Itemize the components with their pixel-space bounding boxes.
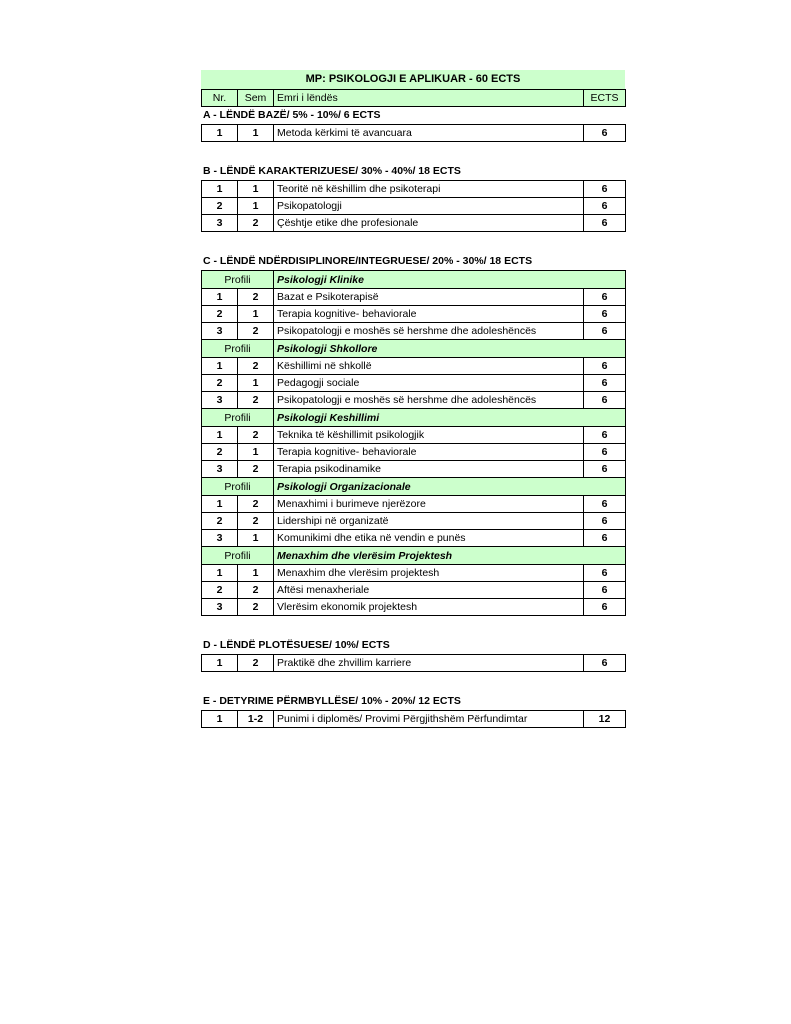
row-ects: 6 — [584, 181, 626, 198]
profile-label: Profili — [202, 547, 274, 565]
section-b-table — [201, 180, 626, 232]
profile-label: Profili — [202, 340, 274, 358]
curriculum-document — [201, 70, 625, 728]
row-nr: 3 — [202, 323, 238, 340]
row-name: Lidershipi në organizatë — [274, 513, 584, 530]
row-nr: 1 — [202, 496, 238, 513]
row-sem: 2 — [238, 599, 274, 616]
row-name: Aftësi menaxheriale — [274, 582, 584, 599]
table-row — [202, 125, 626, 142]
row-ects: 6 — [584, 530, 626, 547]
profile-row-klinike — [202, 271, 626, 289]
row-sem: 2 — [238, 358, 274, 375]
row-name: Psikopatologji e moshës së hershme dhe adoleshëncës — [274, 323, 584, 340]
section-a-table — [201, 124, 626, 142]
row-ects: 6 — [584, 306, 626, 323]
profile-name: Psikologji Organizacionale — [274, 478, 626, 496]
row-name: Terapia kognitive- behaviorale — [274, 306, 584, 323]
table-row — [202, 655, 626, 672]
row-name: Praktikë dhe zhvillim karriere — [274, 655, 584, 672]
row-sem: 2 — [238, 215, 274, 232]
row-nr: 2 — [202, 582, 238, 599]
row-name: Menaxhim dhe vlerësim projektesh — [274, 565, 584, 582]
row-name: Psikopatologji — [274, 198, 584, 215]
row-ects: 6 — [584, 323, 626, 340]
row-nr: 3 — [202, 530, 238, 547]
row-name: Menaxhimi i burimeve njerëzore — [274, 496, 584, 513]
table-row — [202, 513, 626, 530]
row-ects: 6 — [584, 215, 626, 232]
profile-name: Psikologji Keshillimi — [274, 409, 626, 427]
row-name: Terapia psikodinamike — [274, 461, 584, 478]
table-row — [202, 181, 626, 198]
row-sem: 1 — [238, 198, 274, 215]
row-nr: 2 — [202, 444, 238, 461]
profile-name: Menaxhim dhe vlerësim Projektesh — [274, 547, 626, 565]
header-name: Emri i lëndës — [274, 90, 584, 107]
row-nr: 1 — [202, 655, 238, 672]
header-table — [201, 89, 626, 107]
row-sem: 2 — [238, 392, 274, 409]
table-row — [202, 215, 626, 232]
profile-row-keshillimi — [202, 409, 626, 427]
row-nr: 3 — [202, 392, 238, 409]
row-nr: 1 — [202, 565, 238, 582]
row-ects: 6 — [584, 444, 626, 461]
row-nr: 2 — [202, 513, 238, 530]
row-ects: 6 — [584, 125, 626, 142]
row-name: Teknika të këshillimit psikologjik — [274, 427, 584, 444]
header-ects: ECTS — [584, 90, 626, 107]
row-nr: 3 — [202, 461, 238, 478]
row-sem: 2 — [238, 496, 274, 513]
header-nr: Nr. — [202, 90, 238, 107]
row-ects: 6 — [584, 427, 626, 444]
row-ects: 12 — [584, 711, 626, 728]
row-sem: 1 — [238, 530, 274, 547]
section-a-title: A - LËNDË BAZË/ 5% - 10%/ 6 ECTS — [203, 109, 381, 121]
profile-label: Profili — [202, 409, 274, 427]
profile-row-organizacionale — [202, 478, 626, 496]
section-e-table — [201, 710, 626, 728]
table-row — [202, 565, 626, 582]
row-name: Pedagogji sociale — [274, 375, 584, 392]
table-row — [202, 530, 626, 547]
row-nr: 1 — [202, 711, 238, 728]
row-name: Vlerësim ekonomik projektesh — [274, 599, 584, 616]
row-name: Metoda kërkimi të avancuara — [274, 125, 584, 142]
profile-label: Profili — [202, 478, 274, 496]
profile-name: Psikologji Klinike — [274, 271, 626, 289]
row-ects: 6 — [584, 198, 626, 215]
table-row — [202, 323, 626, 340]
table-row — [202, 289, 626, 306]
table-row — [202, 461, 626, 478]
row-sem: 2 — [238, 427, 274, 444]
table-row — [202, 599, 626, 616]
table-row — [202, 375, 626, 392]
table-row — [202, 392, 626, 409]
row-nr: 2 — [202, 198, 238, 215]
table-row — [202, 444, 626, 461]
row-name: Teoritë në këshillim dhe psikoterapi — [274, 181, 584, 198]
row-sem: 2 — [238, 323, 274, 340]
row-nr: 2 — [202, 375, 238, 392]
row-sem: 1 — [238, 444, 274, 461]
row-sem: 2 — [238, 289, 274, 306]
section-c-title: C - LËNDË NDËRDISIPLINORE/INTEGRUESE/ 20% - 30%/ 18 ECTS — [203, 255, 533, 267]
row-name: Terapia kognitive- behaviorale — [274, 444, 584, 461]
table-row — [202, 496, 626, 513]
row-name: Psikopatologji e moshës së hershme dhe adoleshëncës — [274, 392, 584, 409]
row-ects: 6 — [584, 655, 626, 672]
row-nr: 3 — [202, 215, 238, 232]
section-b-title: B - LËNDË KARAKTERIZUESE/ 30% - 40%/ 18 ECTS — [203, 165, 461, 177]
row-ects: 6 — [584, 565, 626, 582]
row-nr: 2 — [202, 306, 238, 323]
row-nr: 1 — [202, 125, 238, 142]
row-name: Këshillimi në shkollë — [274, 358, 584, 375]
row-sem: 1 — [238, 375, 274, 392]
program-title: MP: PSIKOLOGJI E APLIKUAR - 60 ECTS — [201, 70, 625, 89]
row-ects: 6 — [584, 513, 626, 530]
table-row — [202, 582, 626, 599]
row-ects: 6 — [584, 599, 626, 616]
row-nr: 1 — [202, 181, 238, 198]
row-nr: 1 — [202, 358, 238, 375]
table-row — [202, 198, 626, 215]
row-ects: 6 — [584, 375, 626, 392]
row-ects: 6 — [584, 289, 626, 306]
row-ects: 6 — [584, 582, 626, 599]
row-ects: 6 — [584, 358, 626, 375]
row-sem: 1 — [238, 181, 274, 198]
row-sem: 2 — [238, 582, 274, 599]
row-ects: 6 — [584, 392, 626, 409]
row-name: Bazat e Psikoterapisë — [274, 289, 584, 306]
row-ects: 6 — [584, 496, 626, 513]
profile-row-projektesh — [202, 547, 626, 565]
row-name: Çështje etike dhe profesionale — [274, 215, 584, 232]
section-d-table — [201, 654, 626, 672]
section-d-title: D - LËNDË PLOTËSUESE/ 10%/ ECTS — [203, 639, 390, 651]
row-sem: 1-2 — [238, 711, 274, 728]
table-row — [202, 427, 626, 444]
table-row — [202, 711, 626, 728]
row-ects: 6 — [584, 461, 626, 478]
table-row — [202, 306, 626, 323]
row-sem: 2 — [238, 461, 274, 478]
row-name: Punimi i diplomës/ Provimi Përgjithshëm Përfundimtar — [274, 711, 584, 728]
section-c-table — [201, 270, 626, 616]
row-sem: 1 — [238, 125, 274, 142]
row-nr: 1 — [202, 427, 238, 444]
row-sem: 1 — [238, 306, 274, 323]
row-nr: 3 — [202, 599, 238, 616]
row-nr: 1 — [202, 289, 238, 306]
profile-row-shkollore — [202, 340, 626, 358]
header-sem: Sem — [238, 90, 274, 107]
table-row — [202, 358, 626, 375]
profile-name: Psikologji Shkollore — [274, 340, 626, 358]
row-sem: 2 — [238, 655, 274, 672]
profile-label: Profili — [202, 271, 274, 289]
column-header-row — [202, 90, 626, 107]
row-sem: 2 — [238, 513, 274, 530]
row-sem: 1 — [238, 565, 274, 582]
row-name: Komunikimi dhe etika në vendin e punës — [274, 530, 584, 547]
section-e-title: E - DETYRIME PËRMBYLLËSE/ 10% - 20%/ 12 ECTS — [203, 695, 461, 707]
